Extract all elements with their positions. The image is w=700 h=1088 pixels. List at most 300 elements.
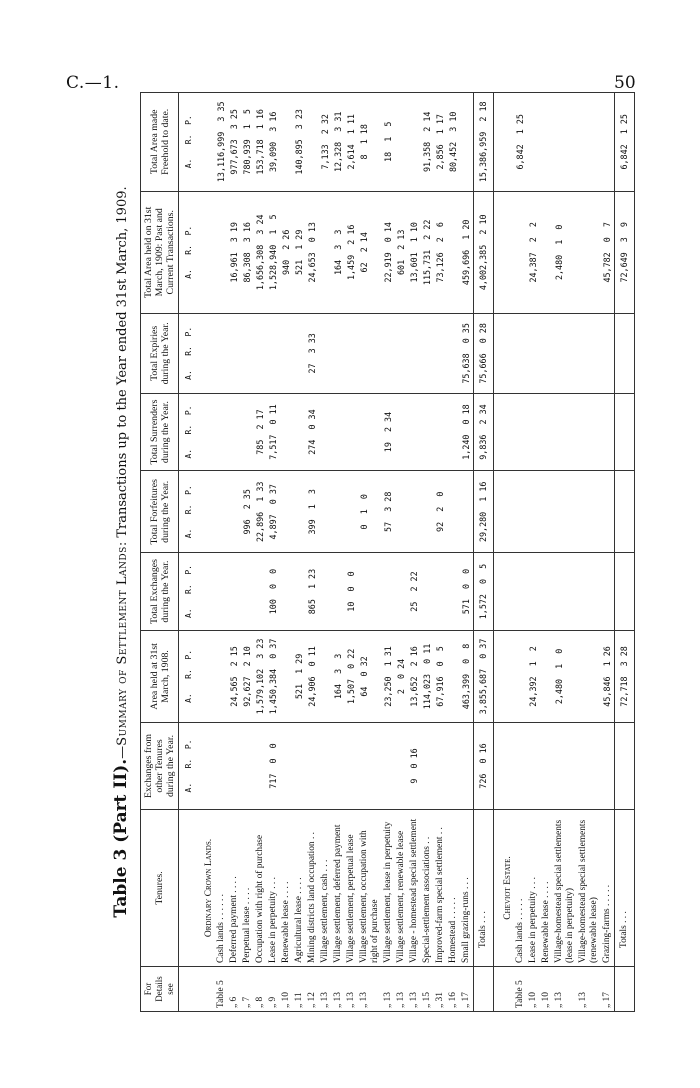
for-details-ref: „ 13 [395, 967, 408, 1012]
section-blank [195, 553, 215, 631]
value-a09: 73,126 2 6 [434, 191, 447, 313]
value-xp [447, 314, 460, 394]
value-et: 10 0 0 [345, 553, 358, 631]
value-xp [215, 314, 228, 394]
value-xp [395, 314, 408, 394]
value-xp [228, 314, 241, 394]
for-details-ref: „ 10 [280, 967, 293, 1012]
value-ex [345, 722, 358, 809]
header-area-1908: Area held at 31st March, 1908. [141, 630, 179, 722]
table-row [601, 93, 615, 1012]
page-reference: C.—1. [66, 73, 120, 93]
value-a09: 24,387 2 2 [527, 191, 540, 313]
value-a09 [514, 191, 527, 313]
tenure-label: Cash lands . . . . . [514, 810, 527, 967]
value-fh: 8 1 18 [358, 93, 382, 192]
value-xp [527, 314, 540, 394]
value-xp [421, 314, 434, 394]
header-surrenders: Total Surrenders during the Year. [141, 393, 179, 471]
tenure-label: Village settlement, renewable lease [395, 810, 408, 967]
section-blank [195, 471, 215, 553]
units-cell: A. R. P. [179, 471, 196, 553]
value-ex [514, 722, 527, 809]
value-ex [358, 722, 382, 809]
value-su [514, 393, 527, 471]
table-row [228, 93, 241, 1012]
value-fo: 0 1 0 [358, 471, 382, 553]
value-fo: 22,896 1 33 [254, 471, 267, 553]
table-row [345, 93, 358, 1012]
value-fo [553, 471, 577, 553]
value-su [345, 393, 358, 471]
total-fo: 29,280 1 16 [474, 471, 494, 553]
for-details-ref: „ 13 [382, 967, 395, 1012]
value-ex [601, 722, 615, 809]
for-details-ref: „ 6 [228, 967, 241, 1012]
units-cell: A. R. P. [179, 191, 196, 313]
value-su [408, 393, 421, 471]
value-fo: 399 1 3 [306, 471, 319, 553]
value-a08: 24,565 2 15 [228, 630, 241, 722]
value-fo [319, 471, 332, 553]
tenure-label: Occupation with right of purchase [254, 810, 267, 967]
value-su [395, 393, 408, 471]
value-fh: 2,856 1 17 [434, 93, 447, 192]
table-row [434, 93, 447, 1012]
for-details-ref: „ 15 [421, 967, 434, 1012]
value-ex [421, 722, 434, 809]
value-xp: 27 3 33 [306, 314, 319, 394]
value-et: 100 0 0 [267, 553, 280, 631]
value-a09 [447, 191, 460, 313]
value-fh [553, 93, 577, 192]
value-ex [254, 722, 267, 809]
value-ex [306, 722, 319, 809]
value-a08: 23,250 1 31 [382, 630, 395, 722]
value-fh: 7,133 2 32 [319, 93, 332, 192]
tenure-label: Village settlement, deferred payment [332, 810, 345, 967]
table-row [382, 93, 395, 1012]
tenure-label: Village settlement, perpetual lease [345, 810, 358, 967]
value-fh [460, 93, 474, 192]
table-caption [104, 92, 138, 1012]
total-fh: 6,842 1 25 [615, 93, 635, 192]
section-blank [195, 93, 215, 192]
table-row [358, 93, 382, 1012]
page-number: 50 [614, 73, 636, 93]
tenure-label: Mining districts land occupation . . [306, 810, 319, 967]
for-details-ref: „ 13 [332, 967, 345, 1012]
value-fh: 18 1 5 [382, 93, 395, 192]
value-fo [540, 471, 553, 553]
value-fh: 6,842 1 25 [514, 93, 527, 192]
value-fh: 13,116,999 3 35 [215, 93, 228, 192]
value-xp [553, 314, 577, 394]
value-xp [434, 314, 447, 394]
value-xp [280, 314, 293, 394]
value-su [241, 393, 254, 471]
value-et [358, 553, 382, 631]
value-fo [601, 471, 615, 553]
value-su [527, 393, 540, 471]
value-fo [293, 471, 306, 553]
value-a08: 521 1 29 [293, 630, 306, 722]
table-row [553, 93, 577, 1012]
header-for-details: For Details see [141, 967, 179, 1012]
total-a09: 72,649 3 9 [615, 191, 635, 313]
value-a09 [215, 191, 228, 313]
value-et [421, 553, 434, 631]
value-a08: 1,507 0 22 [345, 630, 358, 722]
table-row [395, 93, 408, 1012]
section-heading: Cheviot Estate. [494, 810, 515, 967]
section-blank [195, 191, 215, 313]
header-expiries: Total Expiries during the Year. [141, 314, 179, 394]
total-su [615, 393, 635, 471]
value-a08 [577, 630, 601, 722]
value-a08: 114,023 0 11 [421, 630, 434, 722]
value-a08: 64 0 32 [358, 630, 382, 722]
value-fo [577, 471, 601, 553]
value-fh [395, 93, 408, 192]
value-a09 [540, 191, 553, 313]
totals-row [474, 93, 494, 1012]
value-fh [540, 93, 553, 192]
table-row [332, 93, 345, 1012]
value-a08: 164 3 3 [332, 630, 345, 722]
value-xp: 75,638 0 35 [460, 314, 474, 394]
value-su: 1,240 0 18 [460, 393, 474, 471]
settlement-lands-table [140, 92, 635, 1012]
value-xp [540, 314, 553, 394]
header-tenures: Tenures. [141, 810, 179, 967]
tenure-label: Village settlement, occupation with right of purchase [358, 810, 382, 967]
value-fh: 140,895 3 23 [293, 93, 306, 192]
value-fo: 92 2 0 [434, 471, 447, 553]
for-details-ref: „ 9 [267, 967, 280, 1012]
value-fo: 4,897 0 37 [267, 471, 280, 553]
tenure-label: Village-homestead special settlements (lease in perpetuity) [553, 810, 577, 967]
units-cell: A. R. P. [179, 314, 196, 394]
value-et [540, 553, 553, 631]
value-et [319, 553, 332, 631]
value-ex [241, 722, 254, 809]
value-xp [601, 314, 615, 394]
for-details-ref: „ 17 [601, 967, 615, 1012]
value-a09: 1,656,308 3 24 [254, 191, 267, 313]
tenure-label: Special-settlement associations . . [421, 810, 434, 967]
value-et [527, 553, 540, 631]
value-fh: 12,328 3 31 [332, 93, 345, 192]
value-ex [460, 722, 474, 809]
header-exchanges-from: Exchanges from other Tenures during the Year. [141, 722, 179, 809]
value-su [601, 393, 615, 471]
total-a08: 72,718 3 28 [615, 630, 635, 722]
value-ex [434, 722, 447, 809]
header-row [141, 93, 179, 1012]
value-xp [408, 314, 421, 394]
value-a09: 16,961 3 19 [228, 191, 241, 313]
value-fh [577, 93, 601, 192]
section-blank [195, 393, 215, 471]
for-details-ref: „ 8 [254, 967, 267, 1012]
value-xp [514, 314, 527, 394]
value-su [540, 393, 553, 471]
table-row [577, 93, 601, 1012]
tenure-label: Deferred payment . . . . [228, 810, 241, 967]
tenure-label: Village settlement, cash . . . [319, 810, 332, 967]
value-su [293, 393, 306, 471]
value-su [228, 393, 241, 471]
table-row [421, 93, 434, 1012]
value-a09: 2,480 1 0 [553, 191, 577, 313]
for-details-ref: „ 10 [527, 967, 540, 1012]
value-su [434, 393, 447, 471]
value-fo [395, 471, 408, 553]
section-blank [494, 314, 515, 394]
caption-dash: — [115, 745, 130, 759]
value-a08: 463,399 0 8 [460, 630, 474, 722]
value-a08: 24,392 1 2 [527, 630, 540, 722]
value-et [241, 553, 254, 631]
value-fo [215, 471, 228, 553]
value-su: 19 2 34 [382, 393, 395, 471]
value-et [447, 553, 460, 631]
value-fh: 39,090 3 16 [267, 93, 280, 192]
section-blank [494, 722, 515, 809]
for-details-ref: Table 5 [215, 967, 228, 1012]
table-body [179, 93, 635, 1012]
value-et [293, 553, 306, 631]
value-su [553, 393, 577, 471]
table-row [527, 93, 540, 1012]
value-xp [254, 314, 267, 394]
table-row [447, 93, 460, 1012]
total-fh: 15,386,959 2 18 [474, 93, 494, 192]
section-blank [494, 553, 515, 631]
section-blank [195, 630, 215, 722]
section-row [494, 93, 515, 1012]
value-a09: 521 1 29 [293, 191, 306, 313]
tenure-label: Cash lands . . . . . . [215, 810, 228, 967]
tenure-label: Homestead . . . . . [447, 810, 460, 967]
value-ex [280, 722, 293, 809]
value-a08: 2 0 24 [395, 630, 408, 722]
section-blank [494, 93, 515, 192]
value-a09: 164 3 3 [332, 191, 345, 313]
value-a09: 13,601 1 10 [408, 191, 421, 313]
value-ex [447, 722, 460, 809]
value-fh: 153,718 1 16 [254, 93, 267, 192]
table-row [306, 93, 319, 1012]
table-row [293, 93, 306, 1012]
totals-label: Totals . . . [615, 810, 635, 967]
table-number: Table 3 (Part II). [111, 758, 131, 918]
section-blank [195, 722, 215, 809]
tenure-label: Agricultural lease . . . . [293, 810, 306, 967]
total-fo [615, 471, 635, 553]
units-cell: A. R. P. [179, 93, 196, 192]
value-a08: 45,846 1 26 [601, 630, 615, 722]
units-row [179, 93, 196, 1012]
table-row [254, 93, 267, 1012]
value-fh [527, 93, 540, 192]
value-xp [319, 314, 332, 394]
value-a09: 1,459 2 16 [345, 191, 358, 313]
value-et: 865 1 23 [306, 553, 319, 631]
value-su [280, 393, 293, 471]
for-details-ref: „ 11 [293, 967, 306, 1012]
value-ex [293, 722, 306, 809]
for-details-ref: Table 5 [514, 967, 527, 1012]
value-a09: 459,696 1 20 [460, 191, 474, 313]
section-row [195, 93, 215, 1012]
tenure-label: Improved-farm special settlement . . [434, 810, 447, 967]
value-et [577, 553, 601, 631]
value-a09: 1,528,940 1 5 [267, 191, 280, 313]
for-details-ref: „ 13 [553, 967, 577, 1012]
value-a08 [447, 630, 460, 722]
table-row [215, 93, 228, 1012]
tenure-label: Lease in perpetuity . . . [267, 810, 280, 967]
table-row [408, 93, 421, 1012]
rotated-table-block [104, 92, 684, 1012]
value-a08: 24,906 0 11 [306, 630, 319, 722]
value-fo: 996 2 35 [241, 471, 254, 553]
total-su: 9,836 2 34 [474, 393, 494, 471]
for-details-ref: „ 12 [306, 967, 319, 1012]
table-row [280, 93, 293, 1012]
section-blank [494, 191, 515, 313]
tenure-label: Perpetual lease . . . . [241, 810, 254, 967]
value-a09: 22,919 0 14 [382, 191, 395, 313]
value-a09: 86,308 3 16 [241, 191, 254, 313]
caption-title: Summary of Settlement Lands [115, 546, 130, 746]
value-ex [540, 722, 553, 809]
value-fo [408, 471, 421, 553]
value-a08 [540, 630, 553, 722]
value-a08 [514, 630, 527, 722]
value-et: 25 2 22 [408, 553, 421, 631]
value-a08 [319, 630, 332, 722]
for-details-ref: „ 17 [460, 967, 474, 1012]
value-ex [553, 722, 577, 809]
value-et [382, 553, 395, 631]
for-details-ref: „ 16 [447, 967, 460, 1012]
totals-blank [615, 967, 635, 1012]
value-su [332, 393, 345, 471]
value-a09 [577, 191, 601, 313]
value-et [601, 553, 615, 631]
value-et [215, 553, 228, 631]
table-row [241, 93, 254, 1012]
table-row [514, 93, 527, 1012]
value-ex: 717 0 0 [267, 722, 280, 809]
value-ex [577, 722, 601, 809]
for-details-ref: „ 10 [540, 967, 553, 1012]
value-et [514, 553, 527, 631]
total-ex [615, 722, 635, 809]
value-a09: 940 2 26 [280, 191, 293, 313]
value-fo [460, 471, 474, 553]
value-fh [601, 93, 615, 192]
units-blank [179, 967, 196, 1012]
section-blank [195, 314, 215, 394]
value-xp [345, 314, 358, 394]
total-et [615, 553, 635, 631]
value-su [319, 393, 332, 471]
value-fo [447, 471, 460, 553]
value-fo [280, 471, 293, 553]
value-fo [514, 471, 527, 553]
total-ex: 726 0 16 [474, 722, 494, 809]
header-freehold: Total Area made Freehold to date. [141, 93, 179, 192]
tenure-label: Grazing-farms . . . . . [601, 810, 615, 967]
units-cell: A. R. P. [179, 722, 196, 809]
value-fo [228, 471, 241, 553]
value-et [332, 553, 345, 631]
table-row [540, 93, 553, 1012]
value-su: 274 0 34 [306, 393, 319, 471]
value-ex [382, 722, 395, 809]
for-details-ref: „ 7 [241, 967, 254, 1012]
value-fh [280, 93, 293, 192]
value-fh: 91,358 2 14 [421, 93, 434, 192]
section-blank [195, 967, 215, 1012]
value-fh: 80,452 3 10 [447, 93, 460, 192]
total-et: 1,572 0 5 [474, 553, 494, 631]
header-forfeitures: Total Forfeitures during the Year. [141, 471, 179, 553]
totals-row [615, 93, 635, 1012]
value-su [421, 393, 434, 471]
totals-blank [474, 967, 494, 1012]
for-details-ref: „ 13 [319, 967, 332, 1012]
table-row [267, 93, 280, 1012]
value-ex: 9 0 16 [408, 722, 421, 809]
value-et [395, 553, 408, 631]
for-details-ref: „ 13 [345, 967, 358, 1012]
value-et [254, 553, 267, 631]
for-details-ref: „ 13 [358, 967, 382, 1012]
for-details-ref: „ 31 [434, 967, 447, 1012]
value-xp [358, 314, 382, 394]
value-et [228, 553, 241, 631]
units-cell: A. R. P. [179, 630, 196, 722]
value-et [553, 553, 577, 631]
value-fh: 780,939 1 5 [241, 93, 254, 192]
value-a09: 115,731 2 22 [421, 191, 434, 313]
value-fh [408, 93, 421, 192]
value-fo [421, 471, 434, 553]
header-area-1909: Total Area held on 31st March, 1909: Past and Current Transactions. [141, 191, 179, 313]
value-et [280, 553, 293, 631]
tenure-label: Village - homestead special settlement [408, 810, 421, 967]
value-fo [345, 471, 358, 553]
value-a09: 601 2 13 [395, 191, 408, 313]
tenure-label: Renewable lease . . . . [540, 810, 553, 967]
value-ex [228, 722, 241, 809]
value-su: 785 2 17 [254, 393, 267, 471]
value-xp [332, 314, 345, 394]
value-ex [527, 722, 540, 809]
value-su [215, 393, 228, 471]
value-a08: 1,579,102 3 23 [254, 630, 267, 722]
value-fh: 2,614 1 11 [345, 93, 358, 192]
value-a08: 67,916 0 5 [434, 630, 447, 722]
value-su [358, 393, 382, 471]
total-xp: 75,666 0 28 [474, 314, 494, 394]
value-a08 [215, 630, 228, 722]
